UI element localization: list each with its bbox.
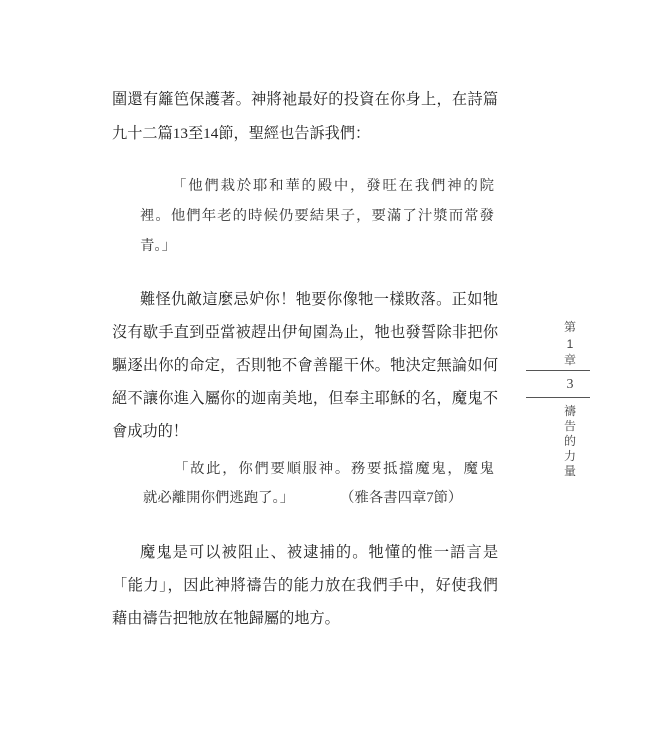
chapter-label: 章 (563, 353, 576, 367)
text-line: 驅逐出你的命定，否則牠不會善罷干休。牠決定無論如何 (112, 357, 498, 374)
chapter-title (550, 404, 590, 479)
title-char: 力 (563, 449, 576, 463)
text-line: 「能力」，因此神將禱告的能力放在我們手中，好使我們 (112, 577, 498, 594)
text-line: 圍還有籬笆保護著。神將祂最好的投資在你身上，在詩篇 (112, 91, 498, 108)
quote-line: 就必離開你們逃跑了。」 (143, 490, 295, 506)
title-char: 告 (563, 419, 576, 433)
text-line: 絕不讓你進入屬你的迦南美地，但奉主耶穌的名，魔鬼不 (112, 390, 498, 407)
text-line: 藉由禱告把牠放在牠歸屬的地方。 (112, 610, 340, 627)
quote-line: 青。」 (140, 238, 176, 254)
text-line: 會成功的！ (112, 423, 188, 440)
chapter-label: 第 (563, 320, 576, 334)
chapter-number: 1 (566, 337, 574, 351)
text-line: 難怪仇敵這麼忌妒你！牠要你像牠一樣敗落。正如牠 (140, 291, 498, 308)
quote-line: 「他們栽於耶和華的殿中，發旺在我們神的院 (172, 178, 494, 194)
text-line: 魔鬼是可以被阻止、被逮捕的。牠懂的惟一語言是 (140, 544, 498, 561)
quote-line: 「故此，你們要順服神。務要抵擋魔鬼，魔鬼 (174, 461, 494, 477)
text-line: 九十二篇13至14節，聖經也告訴我們： (112, 125, 371, 142)
divider (526, 397, 590, 398)
divider (526, 370, 590, 371)
title-char: 的 (563, 434, 576, 448)
text-line: 沒有歇手直到亞當被趕出伊甸園為止，牠也發誓除非把你 (112, 324, 498, 341)
title-char: 禱 (563, 404, 576, 418)
title-char: 量 (563, 464, 576, 478)
scripture-reference: （雅各書四章7節） (340, 490, 463, 506)
page-number: 3 (566, 377, 574, 392)
quote-line: 裡。他們年老的時候仍要結果子，要滿了汁漿而常發 (140, 208, 494, 224)
